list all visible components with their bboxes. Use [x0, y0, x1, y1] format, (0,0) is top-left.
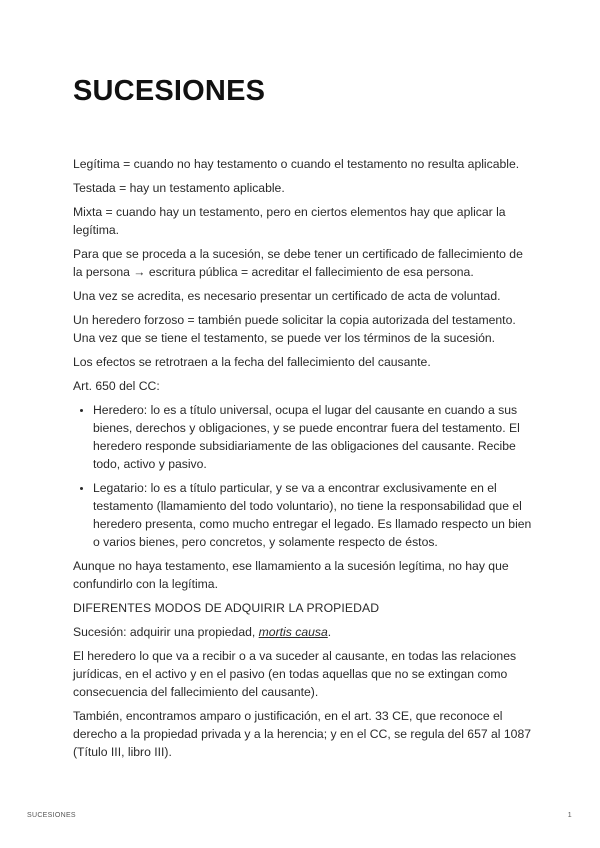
- document-title: SUCESIONES: [73, 75, 266, 107]
- paragraph-llamamiento: Aunque no haya testamento, ese llamamiento a la sucesión legítima, no hay que confundirlo con la legítima.: [73, 559, 509, 591]
- paragraph-heredero-forzoso: Un heredero forzoso = también puede solicitar la copia autorizada del testamento. Una vez que se tiene el testamento, se puede ver los términos de la sucesión.: [73, 313, 516, 345]
- document-content: [73, 74, 533, 767]
- paragraph-relaciones-juridicas: El heredero lo que va a recibir o a va suceder al causante, en todas las relaciones jurídicas, en el activo y en el pasivo (en todas aquellas que no se extingan como consecuencia del fallecimiento del causante).: [73, 649, 517, 699]
- paragraph-mixta: Mixta = cuando hay un testamento, pero en ciertos elementos hay que aplicar la legítima.: [73, 205, 506, 237]
- paragraph-amparo: También, encontramos amparo o justificación, en el art. 33 CE, que reconoce el derecho a la propiedad privada y a la herencia; y en el CC, se regula del 657 al 1087 (Título III, libro III).: [73, 709, 532, 759]
- paragraph-efectos: Los efectos se retrotraen a la fecha del fallecimiento del causante.: [73, 355, 431, 369]
- mortis-causa-term: mortis causa: [258, 625, 328, 639]
- list-item-legatario: • Legatario: lo es a título particular, y se va a encontrar exclusivamente en el testamento (llamamiento del todo voluntario), no tiene la responsabilidad que el heredero presenta, como mucho entregar el legado. Es llamado respecto un bien o varios bienes, pero concretos, y solamente respecto de éstos.: [93, 479, 533, 551]
- list-item-heredero: • Heredero: lo es a título universal, ocupa el lugar del causante en cuando a sus bienes, derechos y obligaciones, y se puede encontrar fuera del testamento. El heredero responde subsidiariamente de las obligaciones del causante. Recibe todo, activo y pasivo.: [93, 401, 533, 473]
- paragraph-certificado: Para que se proceda a la sucesión, se debe tener un certificado de fallecimiento de la persona → escritura pública = acreditar el fallecimiento de esa persona.: [73, 247, 523, 279]
- paragraph-legitima: Legítima = cuando no hay testamento o cuando el testamento no resulta aplicable.: [73, 157, 520, 171]
- page-number: 1: [567, 812, 572, 819]
- paragraph-art-650: Art. 650 del CC:: [73, 379, 160, 393]
- sucesion-prefix: Sucesión: adquirir una propiedad,: [73, 625, 259, 639]
- footer-title: SUCESIONES: [27, 812, 76, 819]
- sucesion-suffix: .: [327, 625, 332, 639]
- paragraph-testada: Testada = hay un testamento aplicable.: [73, 181, 285, 195]
- paragraph-acta-voluntad: Una vez se acredita, es necesario presentar un certificado de acta de voluntad.: [73, 289, 501, 303]
- bullet-list: [73, 401, 533, 551]
- paragraph-sucesion: [73, 623, 533, 641]
- section-heading: DIFERENTES MODOS DE ADQUIRIR LA PROPIEDAD: [73, 601, 380, 615]
